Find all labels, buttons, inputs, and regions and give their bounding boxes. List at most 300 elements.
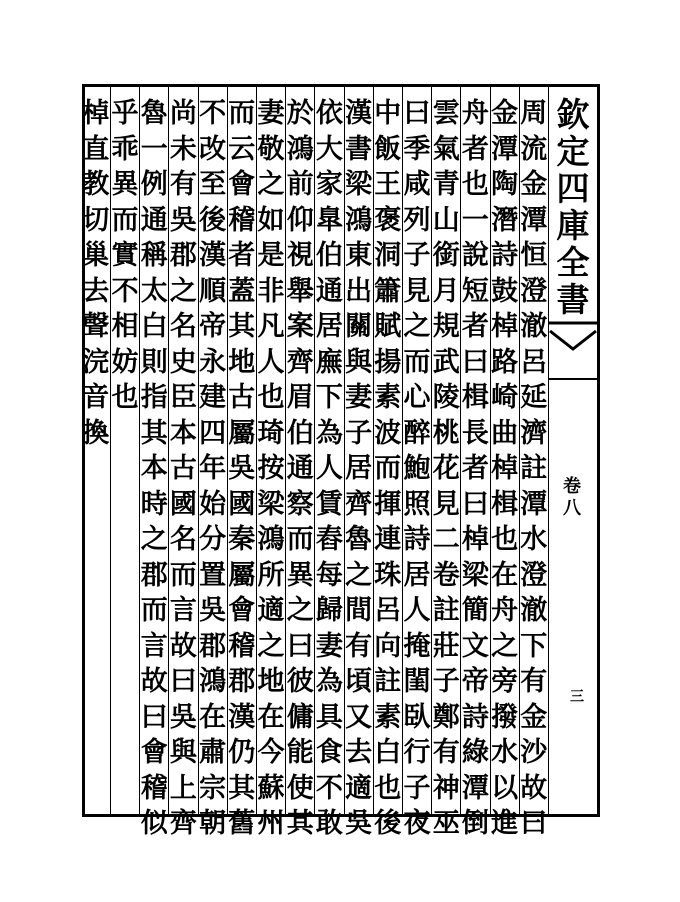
glyph: 之	[257, 169, 285, 200]
glyph: 通	[286, 453, 314, 484]
glyph: 異	[286, 559, 314, 591]
column-divider	[490, 87, 491, 814]
glyph: 為	[315, 417, 343, 449]
glyph: 尚	[169, 98, 197, 129]
glyph: 曰	[169, 666, 197, 697]
glyph: 連	[374, 524, 402, 555]
page-number: 三	[570, 689, 584, 705]
glyph: 會	[140, 737, 168, 768]
column-divider	[139, 87, 140, 814]
glyph: 進	[491, 808, 519, 839]
glyph: 山	[432, 204, 460, 236]
glyph: 心	[403, 382, 431, 413]
glyph: 二	[432, 524, 460, 555]
glyph: 彼	[286, 666, 314, 697]
glyph: 帝	[199, 311, 227, 342]
glyph: 人	[257, 346, 285, 378]
glyph: 始	[199, 488, 227, 520]
glyph: 詩	[461, 701, 489, 733]
glyph: 舊	[228, 808, 256, 839]
glyph: 直	[82, 133, 110, 165]
glyph: 夜	[403, 808, 431, 839]
glyph: 東	[345, 240, 373, 271]
glyph: 歸	[315, 595, 343, 626]
glyph: 簫	[374, 275, 402, 307]
title-glyph: 定	[556, 132, 590, 171]
glyph: 閨	[403, 666, 431, 697]
glyph: 舟	[461, 98, 489, 129]
glyph: 建	[199, 382, 227, 413]
glyph: 旁	[491, 666, 519, 697]
glyph: 吳	[228, 453, 256, 484]
glyph: 水	[491, 737, 519, 768]
glyph: 妻	[345, 382, 373, 413]
glyph: 也	[111, 382, 139, 413]
glyph: 之	[257, 630, 285, 662]
glyph: 梁	[461, 559, 489, 591]
glyph: 也	[374, 772, 402, 804]
glyph: 金	[520, 701, 548, 733]
glyph: 中	[374, 98, 402, 129]
glyph: 鴻	[345, 204, 373, 236]
glyph: 年	[199, 453, 227, 484]
glyph: 郡	[228, 666, 256, 697]
glyph: 短	[461, 275, 489, 307]
glyph: 教	[82, 169, 110, 200]
glyph: 依	[315, 98, 343, 129]
glyph: 齊	[169, 808, 197, 839]
glyph: 有	[345, 630, 373, 662]
glyph: 註	[432, 595, 460, 626]
glyph: 醉	[403, 417, 431, 449]
glyph: 向	[374, 630, 402, 662]
glyph: 宗	[199, 772, 227, 804]
glyph: 下	[520, 630, 548, 662]
glyph: 而	[169, 559, 197, 591]
glyph: 家	[315, 169, 343, 200]
glyph: 子	[432, 666, 460, 697]
glyph: 楫	[491, 488, 519, 520]
glyph: 巫	[432, 808, 460, 839]
glyph: 之	[345, 559, 373, 591]
glyph: 舉	[286, 275, 314, 307]
glyph: 不	[111, 275, 139, 307]
glyph: 曰	[520, 808, 548, 839]
glyph: 濟	[520, 417, 548, 449]
glyph: 屬	[228, 417, 256, 449]
glyph: 帝	[461, 666, 489, 697]
glyph: 至	[199, 169, 227, 200]
glyph: 漢	[199, 240, 227, 271]
glyph: 古	[169, 453, 197, 484]
column-divider	[314, 87, 315, 814]
glyph: 水	[520, 524, 548, 555]
glyph: 案	[286, 311, 314, 342]
glyph: 切	[82, 204, 110, 236]
glyph: 見	[403, 275, 431, 307]
glyph: 路	[491, 346, 519, 378]
glyph: 白	[140, 311, 168, 342]
glyph: 王	[374, 169, 402, 200]
column-divider	[227, 87, 228, 814]
glyph: 註	[520, 453, 548, 484]
glyph: 人	[403, 595, 431, 626]
glyph: 棹	[491, 453, 519, 484]
glyph: 曰	[461, 488, 489, 520]
glyph: 季	[403, 133, 431, 165]
glyph: 適	[257, 595, 285, 626]
glyph: 順	[199, 275, 227, 307]
title-glyph: 全	[556, 243, 590, 282]
glyph: 澈	[520, 311, 548, 342]
glyph: 曲	[491, 417, 519, 449]
glyph: 延	[520, 382, 548, 413]
glyph: 不	[315, 772, 343, 804]
glyph: 人	[315, 453, 343, 484]
glyph: 之	[169, 275, 197, 307]
glyph: 蘇	[257, 772, 285, 804]
glyph: 伯	[315, 240, 343, 271]
volume-label	[558, 476, 586, 520]
glyph: 氣	[432, 133, 460, 165]
glyph: 在	[199, 701, 227, 733]
glyph: 實	[111, 240, 139, 271]
glyph: 與	[169, 737, 197, 768]
glyph: 而	[228, 98, 256, 129]
glyph: 出	[345, 275, 373, 307]
title-glyph: 四	[556, 169, 590, 208]
glyph: 也	[257, 382, 285, 413]
glyph: 置	[199, 559, 227, 591]
glyph: 居	[403, 559, 431, 591]
glyph: 臯	[315, 204, 343, 236]
glyph: 而	[403, 346, 431, 378]
glyph: 棹	[491, 311, 519, 342]
glyph: 也	[491, 524, 519, 555]
glyph: 又	[345, 701, 373, 733]
glyph: 潭	[491, 133, 519, 165]
glyph: 也	[461, 169, 489, 200]
glyph: 指	[140, 382, 168, 413]
glyph: 鴻	[199, 666, 227, 697]
header-column	[548, 96, 598, 808]
glyph: 伯	[286, 417, 314, 449]
glyph: 澄	[520, 275, 548, 307]
glyph: 子	[345, 417, 373, 449]
glyph: 鼓	[491, 275, 519, 307]
glyph: 曰	[461, 346, 489, 378]
glyph: 通	[315, 275, 343, 307]
glyph: 周	[520, 98, 548, 129]
glyph: 異	[111, 169, 139, 200]
glyph: 銜	[432, 240, 460, 271]
glyph: 陵	[432, 382, 460, 413]
glyph: 分	[199, 524, 227, 555]
glyph: 金	[520, 169, 548, 200]
glyph: 澈	[520, 595, 548, 626]
glyph: 州	[257, 808, 285, 839]
glyph: 一	[140, 133, 168, 165]
glyph: 而	[374, 453, 402, 484]
glyph: 飯	[374, 133, 402, 165]
glyph: 本	[140, 453, 168, 484]
glyph: 在	[257, 701, 285, 733]
glyph: 之	[286, 595, 314, 626]
glyph: 流	[520, 133, 548, 165]
glyph: 臥	[403, 701, 431, 733]
glyph: 其	[286, 808, 314, 839]
glyph: 桃	[432, 417, 460, 449]
volume-glyph: 八	[563, 498, 581, 519]
glyph: 金	[491, 98, 519, 129]
glyph: 澄	[520, 559, 548, 591]
glyph: 妨	[111, 346, 139, 378]
glyph: 花	[432, 453, 460, 484]
glyph: 妻	[315, 630, 343, 662]
glyph: 具	[315, 701, 343, 733]
glyph: 子	[403, 772, 431, 804]
title-glyph: 書	[556, 280, 590, 319]
glyph: 月	[432, 275, 460, 307]
glyph: 潭	[461, 772, 489, 804]
glyph: 乎	[111, 98, 139, 129]
glyph: 神	[432, 772, 460, 804]
glyph: 而	[286, 524, 314, 555]
glyph: 故	[140, 666, 168, 697]
glyph: 下	[315, 382, 343, 413]
glyph: 沙	[520, 737, 548, 768]
glyph: 今	[257, 737, 285, 768]
glyph: 例	[140, 169, 168, 200]
glyph: 如	[257, 204, 285, 236]
glyph: 賃	[315, 488, 343, 520]
glyph: 莊	[432, 630, 460, 662]
glyph: 名	[169, 311, 197, 342]
column-divider	[110, 87, 111, 814]
glyph: 詩	[491, 240, 519, 271]
glyph: 者	[461, 311, 489, 342]
fishtail-mark	[548, 321, 598, 381]
glyph: 按	[257, 453, 285, 484]
column-divider	[373, 87, 374, 814]
glyph: 呂	[374, 595, 402, 626]
glyph: 地	[257, 666, 285, 697]
glyph: 居	[345, 453, 373, 484]
glyph: 倒	[461, 808, 489, 839]
glyph: 青	[432, 169, 460, 200]
glyph: 有	[169, 169, 197, 200]
glyph: 故	[169, 630, 197, 662]
glyph: 規	[432, 311, 460, 342]
glyph: 上	[169, 772, 197, 804]
title-glyph: 欽	[556, 95, 590, 134]
glyph: 敢	[315, 808, 343, 839]
glyph: 賦	[374, 311, 402, 342]
glyph: 棹	[461, 524, 489, 555]
glyph: 郡	[169, 240, 197, 271]
glyph: 者	[228, 240, 256, 271]
glyph: 名	[169, 524, 197, 555]
glyph: 棹	[82, 98, 110, 129]
glyph: 之	[140, 524, 168, 555]
glyph: 居	[315, 311, 343, 342]
book-title	[550, 96, 596, 318]
glyph: 眉	[286, 382, 314, 413]
glyph: 屬	[228, 559, 256, 591]
column-divider	[256, 87, 257, 814]
glyph: 素	[374, 382, 402, 413]
glyph: 仰	[286, 204, 314, 236]
glyph: 大	[315, 133, 343, 165]
glyph: 者	[461, 133, 489, 165]
glyph: 稽	[228, 204, 256, 236]
glyph: 每	[315, 559, 343, 591]
glyph: 相	[111, 311, 139, 342]
glyph: 鄭	[432, 701, 460, 733]
glyph: 鴻	[257, 524, 285, 555]
glyph: 太	[140, 275, 168, 307]
glyph: 吳	[199, 595, 227, 626]
column-divider	[198, 87, 199, 814]
glyph: 敬	[257, 133, 285, 165]
volume-glyph: 卷	[563, 476, 581, 497]
top-border	[82, 84, 600, 87]
glyph: 有	[432, 737, 460, 768]
glyph: 肅	[199, 737, 227, 768]
glyph: 所	[257, 559, 285, 591]
glyph: 梁	[257, 488, 285, 520]
glyph: 詩	[403, 524, 431, 555]
column-divider	[344, 87, 345, 814]
glyph: 楫	[461, 382, 489, 413]
glyph: 間	[345, 595, 373, 626]
glyph: 綠	[461, 737, 489, 768]
glyph: 稱	[140, 240, 168, 271]
glyph: 簡	[461, 595, 489, 626]
column-divider	[519, 87, 520, 814]
glyph: 琦	[257, 417, 285, 449]
glyph: 國	[228, 488, 256, 520]
glyph: 揮	[374, 488, 402, 520]
title-glyph: 庫	[556, 206, 590, 245]
glyph: 郡	[199, 630, 227, 662]
glyph: 妻	[257, 98, 285, 129]
glyph: 後	[374, 808, 402, 839]
glyph: 註	[374, 666, 402, 697]
glyph: 褒	[374, 204, 402, 236]
glyph: 行	[403, 737, 431, 768]
glyph: 吳	[169, 701, 197, 733]
glyph: 古	[228, 382, 256, 413]
glyph: 通	[140, 204, 168, 236]
glyph: 聲	[82, 311, 110, 342]
column-divider	[431, 87, 432, 814]
glyph: 頃	[345, 666, 373, 697]
glyph: 稽	[140, 772, 168, 804]
glyph: 武	[432, 346, 460, 378]
glyph: 梁	[345, 169, 373, 200]
glyph: 使	[286, 772, 314, 804]
glyph: 其	[228, 772, 256, 804]
glyph: 呂	[520, 346, 548, 378]
glyph: 言	[140, 630, 168, 662]
glyph: 舂	[315, 524, 343, 555]
glyph: 巢	[82, 240, 110, 271]
glyph: 蓋	[228, 275, 256, 307]
glyph: 仍	[228, 737, 256, 768]
glyph: 似	[140, 808, 168, 839]
glyph: 關	[345, 311, 373, 342]
glyph: 去	[82, 275, 110, 307]
glyph: 地	[228, 346, 256, 378]
glyph: 時	[140, 488, 168, 520]
glyph: 陶	[491, 169, 519, 200]
glyph: 適	[345, 772, 373, 804]
glyph: 而	[140, 595, 168, 626]
glyph: 換	[82, 417, 110, 449]
glyph: 稽	[228, 630, 256, 662]
glyph: 吳	[169, 204, 197, 236]
glyph: 云	[228, 133, 256, 165]
glyph: 素	[374, 701, 402, 733]
glyph: 本	[169, 417, 197, 449]
glyph: 潭	[520, 488, 548, 520]
glyph: 言	[169, 595, 197, 626]
column-divider	[285, 87, 286, 814]
glyph: 為	[315, 666, 343, 697]
glyph: 音	[82, 382, 110, 413]
glyph: 波	[374, 417, 402, 449]
glyph: 故	[520, 772, 548, 804]
glyph: 舟	[491, 595, 519, 626]
glyph: 雲	[432, 98, 460, 129]
glyph: 掩	[403, 630, 431, 662]
glyph: 非	[257, 275, 285, 307]
glyph: 撥	[491, 701, 519, 733]
glyph: 咸	[403, 169, 431, 200]
glyph: 前	[286, 169, 314, 200]
glyph: 崎	[491, 382, 519, 413]
glyph: 在	[491, 559, 519, 591]
glyph: 於	[286, 98, 314, 129]
glyph: 與	[345, 346, 373, 378]
glyph: 史	[169, 346, 197, 378]
glyph: 其	[228, 311, 256, 342]
glyph: 秦	[228, 524, 256, 555]
glyph: 其	[140, 417, 168, 449]
glyph: 洞	[374, 240, 402, 271]
glyph: 吳	[345, 808, 373, 839]
column-divider	[548, 87, 549, 814]
glyph: 之	[403, 311, 431, 342]
glyph: 後	[199, 204, 227, 236]
glyph: 長	[461, 417, 489, 449]
glyph: 列	[403, 204, 431, 236]
glyph: 潭	[520, 204, 548, 236]
glyph: 永	[199, 346, 227, 378]
glyph: 四	[199, 417, 227, 449]
glyph: 鴻	[286, 133, 314, 165]
glyph: 書	[345, 133, 373, 165]
glyph: 以	[491, 772, 519, 804]
glyph: 見	[432, 488, 460, 520]
glyph: 漢	[228, 701, 256, 733]
glyph: 視	[286, 240, 314, 271]
glyph: 是	[257, 240, 285, 271]
glyph: 浣	[82, 346, 110, 378]
glyph: 珠	[374, 559, 402, 591]
glyph: 朝	[199, 808, 227, 839]
